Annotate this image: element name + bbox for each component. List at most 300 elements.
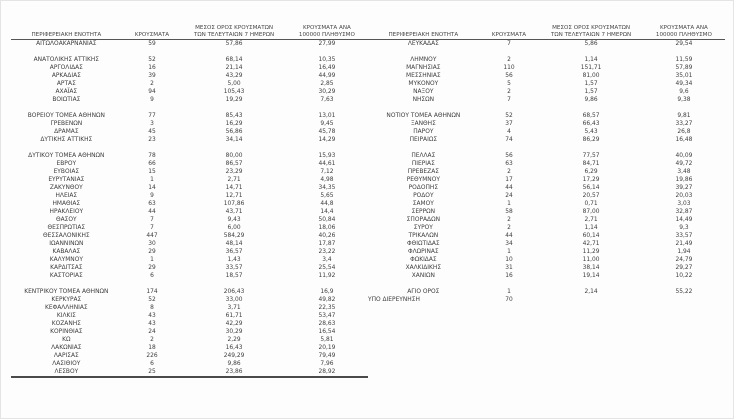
per100k-cell: 33,57 [675, 233, 693, 239]
region-cell: ΗΡΑΚΛΕΙΟΥ [49, 209, 84, 215]
table-row [11, 328, 368, 336]
spacer-row [368, 144, 725, 152]
table-row [11, 80, 368, 88]
avg7day-cell: 5,43 [584, 129, 598, 135]
table-row [11, 320, 368, 328]
table-row [368, 72, 725, 80]
per100k-cell: 9,6 [679, 89, 689, 95]
table-row [368, 88, 725, 96]
region-cell: ΕΥΒΟΙΑΣ [53, 169, 80, 175]
avg7day-cell: 1,14 [584, 225, 598, 231]
table-body-left [11, 40, 368, 378]
cases-cell: 77 [148, 113, 156, 119]
table-row [11, 200, 368, 208]
table-row [11, 96, 368, 104]
region-cell: ΔΥΤΙΚΟΥ ΤΟΜΕΑ ΑΘΗΝΩΝ [28, 153, 105, 159]
avg7day-cell: 1,43 [227, 257, 241, 263]
per100k-cell: 35,01 [675, 73, 693, 79]
per100k-cell: 27,99 [318, 41, 336, 47]
table-row [368, 240, 725, 248]
table-row [11, 224, 368, 232]
per100k-cell: 5,81 [320, 337, 334, 343]
table-row [368, 208, 725, 216]
per100k-cell: 39,27 [675, 185, 693, 191]
cases-cell: 174 [146, 289, 158, 295]
region-cell: ΧΑΛΚΙΔΙΚΗΣ [405, 265, 442, 271]
table-row [11, 352, 368, 360]
avg7day-cell: 12,71 [225, 193, 243, 199]
spacer-row [368, 48, 725, 56]
per100k-cell: 26,8 [677, 129, 691, 135]
per100k-cell: 13,01 [318, 113, 336, 119]
region-cell: ΘΑΣΟΥ [56, 217, 77, 223]
table-row [368, 200, 725, 208]
per100k-cell: 34,35 [318, 185, 336, 191]
cases-cell: 74 [505, 137, 513, 143]
region-cell: ΑΙΤΩΛΟΑΚΑΡΝΑΝΙΑΣ [36, 41, 97, 47]
avg7day-cell: 1,14 [584, 57, 598, 63]
per100k-cell: 44,99 [318, 73, 336, 79]
avg7day-cell: 23,29 [225, 169, 243, 175]
table-row [368, 288, 725, 296]
table-row [368, 56, 725, 64]
table-row [368, 152, 725, 160]
region-cell: ΑΡΤΑΣ [56, 81, 76, 87]
cases-cell: 6 [150, 361, 154, 367]
per100k-cell [643, 296, 725, 304]
table-row [368, 80, 725, 88]
per100k-cell: 10,35 [318, 57, 336, 63]
per100k-cell: 17,87 [318, 241, 336, 247]
avg7day-cell: 206,43 [223, 289, 245, 295]
cases-table-right-half [368, 21, 725, 378]
region-cell: ΑΡΚΑΔΙΑΣ [51, 73, 81, 79]
per100k-cell: 9,45 [320, 121, 334, 127]
table-row [11, 368, 368, 376]
cases-cell: 8 [150, 305, 154, 311]
per100k-cell: 16,54 [318, 329, 336, 335]
cases-cell: 24 [148, 329, 156, 335]
column-header-cases-label: ΚΡΟΥΣΜΑΤΑ [491, 31, 527, 38]
cases-cell: 2 [150, 337, 154, 343]
region-cell: ΝΗΣΩΝ [412, 97, 435, 103]
column-header-cases [122, 32, 183, 38]
region-cell: ΜΕΣΣΗΝΙΑΣ [406, 73, 441, 79]
per100k-cell: 20,03 [675, 193, 693, 199]
avg7day-cell: 11,00 [582, 257, 600, 263]
region-cell: ΚΕΡΚΥΡΑΣ [51, 297, 82, 303]
cases-cell: 66 [148, 161, 156, 167]
cases-cell: 44 [505, 233, 513, 239]
region-cell: ΡΟΔΟΠΗΣ [408, 185, 439, 191]
per100k-cell: 53,47 [318, 313, 336, 319]
cases-cell: 17 [505, 177, 513, 183]
per100k-cell: 7,12 [320, 169, 334, 175]
table-row [368, 40, 725, 48]
avg7day-cell: 38,14 [582, 265, 600, 271]
cases-cell: 24 [505, 193, 513, 199]
cases-cell: 1 [507, 249, 511, 255]
table-row [11, 304, 368, 312]
cases-cell: 63 [505, 161, 513, 167]
per100k-cell: 11,92 [318, 273, 336, 279]
region-cell: ΛΑΣΙΘΙΟΥ [52, 361, 81, 367]
cases-cell: 1 [150, 257, 154, 263]
table-row [11, 208, 368, 216]
table-row [11, 184, 368, 192]
region-cell: ΖΑΚΥΝΘΟΥ [49, 185, 83, 191]
column-header-avg7day [182, 25, 286, 38]
table-row [11, 288, 368, 296]
per100k-cell: 30,29 [318, 89, 336, 95]
table-row [11, 160, 368, 168]
table-row [11, 240, 368, 248]
avg7day-cell: 1,57 [584, 89, 598, 95]
column-header-region [368, 32, 479, 38]
region-cell: ΜΑΓΝΗΣΙΑΣ [406, 65, 441, 71]
cases-cell: 30 [148, 241, 156, 247]
avg7day-cell: 61,71 [225, 313, 243, 319]
region-cell: ΦΩΚΙΔΑΣ [410, 257, 437, 263]
region-cell: ΛΗΜΝΟΥ [410, 57, 437, 63]
cases-cell: 37 [505, 121, 513, 127]
avg7day-cell: 33,00 [225, 297, 243, 303]
column-header-per100k [643, 25, 725, 38]
per100k-cell: 18,06 [318, 225, 336, 231]
cases-cell: 2 [507, 225, 511, 231]
avg7day-cell: 21,14 [225, 65, 243, 71]
column-header-region-label: ΠΕΡΙΦΕΡΕΙΑΚΗ ΕΝΟΤΗΤΑ [31, 31, 102, 38]
region-cell: ΛΕΥΚΑΔΑΣ [407, 41, 439, 47]
cases-cell: 52 [148, 297, 156, 303]
per100k-cell: 57,89 [675, 65, 693, 71]
column-header-per100k-label: ΚΡΟΥΣΜΑΤΑ ΑΝΑ 100000 ΠΛΗΘΥΣΜΟ [655, 25, 712, 38]
avg7day-cell: 85,43 [225, 113, 243, 119]
avg7day-cell [539, 296, 643, 304]
per100k-cell: 29,27 [675, 265, 693, 271]
per100k-cell: 40,09 [675, 153, 693, 159]
per100k-cell: 32,87 [675, 209, 693, 215]
column-header-region-label: ΠΕΡΙΦΕΡΕΙΑΚΗ ΕΝΟΤΗΤΑ [388, 31, 459, 38]
cases-cell: 25 [148, 369, 156, 375]
avg7day-cell: 16,43 [225, 345, 243, 351]
avg7day-cell: 36,57 [225, 249, 243, 255]
per100k-cell: 14,49 [675, 217, 693, 223]
table-row [368, 296, 725, 304]
avg7day-cell: 6,29 [584, 169, 598, 175]
avg7day-cell: 81,00 [582, 73, 600, 79]
table-row [11, 264, 368, 272]
table-row [368, 120, 725, 128]
table-row [11, 128, 368, 136]
per100k-cell: 2,85 [320, 81, 334, 87]
avg7day-cell: 2,29 [227, 337, 241, 343]
cases-cell: 43 [148, 321, 156, 327]
cases-cell: 52 [505, 113, 513, 119]
region-cell: ΛΑΡΙΣΑΣ [53, 353, 79, 359]
column-header-avg7day-label: ΜΕΣΟΣ ΟΡΟΣ ΚΡΟΥΣΜΑΤΩΝ ΤΩΝ ΤΕΛΕΥΤΑΙΩΝ 7 ΗΜΕΡΩΝ [193, 25, 275, 38]
table-row [368, 96, 725, 104]
table-row [368, 216, 725, 224]
cases-cell: 44 [505, 185, 513, 191]
avg7day-cell: 86,57 [225, 161, 243, 167]
avg7day-cell: 20,57 [582, 193, 600, 199]
cases-cell: 2 [507, 89, 511, 95]
cases-cell: 9 [150, 193, 154, 199]
region-cell: ΚΟΖΑΝΗΣ [51, 321, 81, 327]
column-header-per100k-label: ΚΡΟΥΣΜΑΤΑ ΑΝΑ 100000 ΠΛΗΘΥΣΜΟ [298, 25, 355, 38]
avg7day-cell: 249,29 [223, 353, 245, 359]
avg7day-cell: 80,00 [225, 153, 243, 159]
avg7day-cell: 11,29 [582, 249, 600, 255]
per100k-cell: 44,61 [318, 161, 336, 167]
table-row [11, 232, 368, 240]
avg7day-cell: 18,57 [225, 273, 243, 279]
per100k-cell: 14,4 [320, 209, 334, 215]
avg7day-cell: 19,29 [225, 97, 243, 103]
region-cell: ΛΑΚΩΝΙΑΣ [51, 345, 82, 351]
region-cell: ΚΕΝΤΡΙΚΟΥ ΤΟΜΕΑ ΑΘΗΝΩΝ [24, 289, 109, 295]
table-row [11, 56, 368, 64]
table-row [368, 168, 725, 176]
region-cell: ΗΛΕΙΑΣ [55, 193, 78, 199]
avg7day-cell: 584,29 [223, 233, 245, 239]
per100k-cell: 16,9 [320, 289, 334, 295]
table-row [11, 88, 368, 96]
region-cell: ΠΙΕΡΙΑΣ [411, 161, 435, 167]
region-cell: ΡΕΘΥΜΝΟΥ [406, 177, 440, 183]
region-cell: ΚΟΡΙΝΘΙΑΣ [50, 329, 83, 335]
avg7day-cell: 56,86 [225, 129, 243, 135]
cases-cell: 43 [148, 313, 156, 319]
cases-cell: 7 [507, 41, 511, 47]
per100k-cell: 44,8 [320, 201, 334, 207]
table-row [368, 136, 725, 144]
region-cell: ΘΕΣΣΑΛΟΝΙΚΗΣ [43, 233, 90, 239]
per100k-cell: 45,78 [318, 129, 336, 135]
region-cell: ΣΑΜΟΥ [412, 201, 434, 207]
region-cell: ΔΥΤΙΚΗΣ ΑΤΤΙΚΗΣ [40, 137, 93, 143]
avg7day-cell: 107,86 [223, 201, 245, 207]
cases-cell: 45 [148, 129, 156, 135]
cases-cell: 110 [503, 65, 515, 71]
region-cell: ΚΑΛΥΜΝΟΥ [49, 257, 83, 263]
avg7day-cell: 86,29 [582, 137, 600, 143]
avg7day-cell: 9,86 [584, 97, 598, 103]
cases-cell: 7 [150, 225, 154, 231]
avg7day-cell: 14,71 [225, 185, 243, 191]
spacer-row [368, 104, 725, 112]
per100k-cell: 28,63 [318, 321, 336, 327]
region-cell: ΝΑΞΟΥ [413, 89, 434, 95]
region-cell: ΔΡΑΜΑΣ [54, 129, 79, 135]
per100k-cell: 28,92 [318, 369, 336, 375]
region-cell: ΧΑΝΙΩΝ [411, 273, 435, 279]
avg7day-cell: 66,43 [582, 121, 600, 127]
avg7day-cell: 48,14 [225, 241, 243, 247]
cases-cell: 18 [148, 345, 156, 351]
cases-cell: 23 [148, 137, 156, 143]
region-cell: ΥΠΟ ΔΙΕΡΕΥΝΗΣΗ [368, 297, 420, 303]
table-row [11, 136, 368, 144]
region-cell: ΘΕΣΠΡΩΤΙΑΣ [47, 225, 86, 231]
table-row [368, 256, 725, 264]
cases-cell: 16 [505, 273, 513, 279]
table-row [368, 64, 725, 72]
region-cell: ΚΑΡΔΙΤΣΑΣ [50, 265, 83, 271]
region-cell: ΦΛΩΡΙΝΑΣ [408, 249, 439, 255]
cases-cell: 63 [148, 201, 156, 207]
avg7day-cell: 9,86 [227, 361, 241, 367]
region-cell: ΚΑΣΤΟΡΙΑΣ [49, 273, 83, 279]
avg7day-cell: 68,14 [225, 57, 243, 63]
table-header-row-right [368, 21, 725, 40]
cases-cell: 58 [505, 209, 513, 215]
cases-cell: 2 [507, 217, 511, 223]
cases-cell: 2 [150, 81, 154, 87]
avg7day-cell: 16,29 [225, 121, 243, 127]
avg7day-cell: 2,14 [584, 289, 598, 295]
cases-cell: 2 [507, 57, 511, 63]
table-row [11, 312, 368, 320]
cases-cell: 7 [150, 217, 154, 223]
per100k-cell: 9,3 [679, 225, 689, 231]
region-cell: ΣΥΡΟΥ [413, 225, 433, 231]
region-cell: ΡΟΔΟΥ [413, 193, 434, 199]
spacer-row [11, 280, 368, 288]
region-cell: ΠΕΙΡΑΙΩΣ [409, 137, 438, 143]
region-cell: ΜΥΚΟΝΟΥ [408, 81, 439, 87]
avg7day-cell: 23,86 [225, 369, 243, 375]
cases-cell: 4 [507, 129, 511, 135]
table-row [11, 216, 368, 224]
region-cell: ΣΕΡΡΩΝ [411, 209, 436, 215]
cases-cell: 14 [148, 185, 156, 191]
region-cell: ΗΜΑΘΙΑΣ [52, 201, 81, 207]
table-row [11, 40, 368, 48]
per100k-cell: 15,93 [318, 153, 336, 159]
avg7day-cell: 56,14 [582, 185, 600, 191]
spacer-row [11, 104, 368, 112]
cases-cell: 52 [148, 57, 156, 63]
region-cell: ΞΑΝΘΗΣ [410, 121, 436, 127]
per100k-cell: 9,38 [677, 97, 691, 103]
avg7day-cell: 105,43 [223, 89, 245, 95]
column-header-avg7day [539, 25, 643, 38]
region-cell: ΕΒΡΟΥ [56, 161, 77, 167]
cases-cell: 56 [505, 73, 513, 79]
avg7day-cell: 3,71 [227, 305, 241, 311]
avg7day-cell: 77,57 [582, 153, 600, 159]
per100k-cell: 19,86 [675, 177, 693, 183]
region-cell: ΒΟΙΩΤΙΑΣ [52, 97, 81, 103]
cases-cell: 29 [148, 249, 156, 255]
per100k-cell: 4,98 [320, 177, 334, 183]
region-cell: ΑΝΑΤΟΛΙΚΗΣ ΑΤΤΙΚΗΣ [33, 57, 99, 63]
region-cell: ΛΕΣΒΟΥ [54, 369, 79, 375]
region-cell: ΠΑΡΟΥ [413, 129, 434, 135]
per100k-cell: 7,63 [320, 97, 334, 103]
table-row [11, 248, 368, 256]
cases-cell: 15 [148, 169, 156, 175]
table-row [11, 64, 368, 72]
table-row [368, 176, 725, 184]
cases-cell: 31 [505, 265, 513, 271]
cases-cell: 7 [507, 97, 511, 103]
per100k-cell: 33,27 [675, 121, 693, 127]
per100k-cell: 20,19 [318, 345, 336, 351]
table-row [368, 128, 725, 136]
avg7day-cell: 43,29 [225, 73, 243, 79]
table-row [368, 264, 725, 272]
cases-cell: 1 [150, 177, 154, 183]
region-cell: ΠΕΛΛΑΣ [411, 153, 436, 159]
cases-cell: 3 [150, 121, 154, 127]
table-row [11, 344, 368, 352]
avg7day-cell: 2,71 [227, 177, 241, 183]
per100k-cell: 3,48 [677, 169, 691, 175]
cases-cell: 5 [507, 81, 511, 87]
per100k-cell: 22,35 [318, 305, 336, 311]
avg7day-cell: 33,57 [225, 265, 243, 271]
per100k-cell: 23,22 [318, 249, 336, 255]
avg7day-cell: 151,71 [580, 65, 602, 71]
region-cell: ΚΩ [62, 337, 71, 343]
spacer-row [11, 48, 368, 56]
table-row [368, 112, 725, 120]
cases-cell: 70 [505, 297, 513, 303]
region-cell: ΤΡΙΚΑΛΩΝ [408, 233, 439, 239]
cases-cell: 59 [148, 41, 156, 47]
cases-cell: 44 [148, 209, 156, 215]
per100k-cell: 16,48 [675, 137, 693, 143]
table-row [368, 160, 725, 168]
per100k-cell: 10,22 [675, 273, 693, 279]
region-cell: ΕΥΡΥΤΑΝΙΑΣ [48, 177, 85, 183]
avg7day-cell: 60,14 [582, 233, 600, 239]
avg7day-cell: 42,29 [225, 321, 243, 327]
avg7day-cell: 34,14 [225, 137, 243, 143]
region-cell: ΙΩΑΝΝΙΝΩΝ [49, 241, 84, 247]
table-row [368, 232, 725, 240]
table-row [368, 224, 725, 232]
cases-cell: 39 [148, 73, 156, 79]
avg7day-cell: 84,71 [582, 161, 600, 167]
table-body-right [368, 40, 725, 304]
cases-cell: 10 [505, 257, 513, 263]
table-row [11, 112, 368, 120]
per100k-cell: 16,49 [318, 65, 336, 71]
per100k-cell: 50,84 [318, 217, 336, 223]
region-cell: ΑΡΓΟΛΙΔΑΣ [49, 65, 83, 71]
per100k-cell: 7,96 [320, 361, 334, 367]
per100k-cell: 25,54 [318, 265, 336, 271]
table-row [11, 120, 368, 128]
avg7day-cell: 87,00 [582, 209, 600, 215]
per100k-cell: 3,03 [677, 201, 691, 207]
cases-cell: 78 [148, 153, 156, 159]
per100k-cell: 1,94 [677, 249, 691, 255]
per100k-cell: 40,26 [318, 233, 336, 239]
avg7day-cell: 5,00 [227, 81, 241, 87]
avg7day-cell: 43,71 [225, 209, 243, 215]
per100k-cell: 9,81 [677, 113, 691, 119]
per100k-cell: 24,79 [675, 257, 693, 263]
cases-cell: 34 [505, 241, 513, 247]
avg7day-cell: 6,00 [227, 225, 241, 231]
region-cell: ΣΠΟΡΑΔΩΝ [406, 217, 440, 223]
spacer-row [11, 144, 368, 152]
